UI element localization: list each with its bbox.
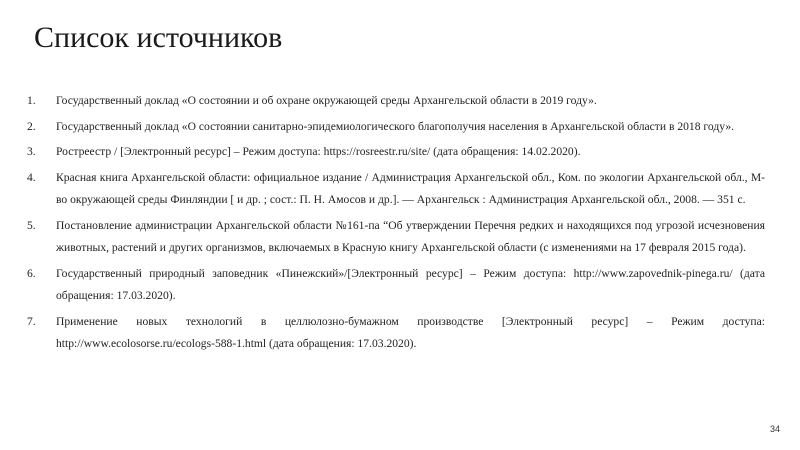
reference-item-1 — [27, 90, 765, 113]
reference-number: 3. — [27, 145, 36, 158]
reference-number: 2. — [27, 119, 36, 133]
reference-text: Применение новых технологий в целлюлозно-бумажном производстве [Электронный ресурс] – Режим доступа: http://www.ecolosorse.ru/ecologs-588-1.html (дата обращения: 17.03.2020). — [56, 314, 765, 350]
reference-item-6 — [27, 263, 765, 308]
reference-text: Красная книга Архангельской области: официальное издание / Администрация Архангельской обл., Ком. по экологии Архангельской обл., М-во окружающей среды Финляндии [ и др. ; сост.: П. Н. Амосов и др.]. — Архангельск : Администрация Архангельской обл., 2008. — 351 с. — [56, 170, 765, 206]
reference-list — [27, 90, 765, 359]
page-number: 34 — [769, 424, 780, 434]
reference-text: Ростреестр / [Электронный ресурс] – Режим доступа: https://rosreestr.ru/site/ (дата обращения: 14.02.2020). — [56, 145, 581, 158]
reference-text: Государственный доклад «О состоянии санитарно-эпидемиологического благополучия населения в Архангельской области в 2018 году». — [56, 119, 735, 133]
reference-item-5 — [27, 215, 765, 260]
reference-number: 1. — [27, 94, 36, 107]
reference-item-4 — [27, 167, 765, 212]
reference-text: Государственный природный заповедник «Пинежский»/[Электронный ресурс] – Режим доступа: http://www.zapovednik-pinega.ru/ (дата обращения: 17.03.2020). — [56, 266, 765, 302]
reference-number: 4. — [27, 170, 36, 184]
reference-item-7 — [27, 311, 765, 356]
reference-item-2 — [27, 116, 765, 139]
reference-text: Государственный доклад «О состоянии и об охране окружающей среды Архангельской области в 2019 году». — [56, 94, 597, 107]
reference-number: 6. — [27, 266, 36, 280]
reference-text: Постановление администрации Архангельской области №161-па “Об утверждении Перечня редких и находящихся под угрозой исчезновения животных, растений и других организмов, включаемых в Красную книгу Архангельской области (с изменениями на 17 февраля 2015 года). — [56, 218, 765, 254]
reference-number: 5. — [27, 218, 36, 232]
reference-item-3 — [27, 141, 765, 164]
page-title: Список источников — [34, 21, 283, 54]
reference-number: 7. — [27, 314, 36, 328]
